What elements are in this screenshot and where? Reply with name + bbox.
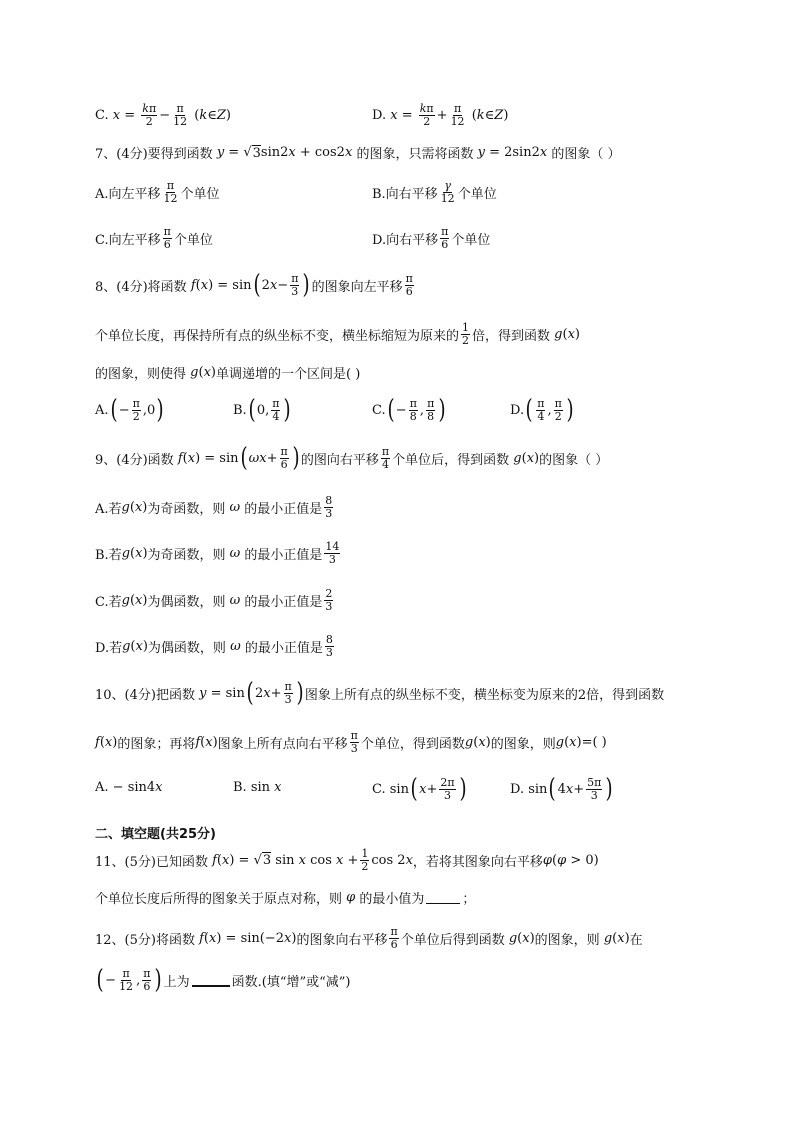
q8-line2: 个单位长度，再保持所有点的纵坐标不变，横坐标缩短为原来的 $\frac{1}{2}$ 倍，得到函数 g ( x ) [95, 321, 580, 347]
q9-option-d: D.若 g ( x ) 为偶函数，则 ω 的最小正值是 $\frac{8}{3}$ [95, 633, 333, 659]
q7-option-a: A.向左平移 $\frac{\pi}{12}$ 个单位 [95, 179, 220, 205]
q12-mid: 的图象向右平移 [296, 932, 388, 948]
q9-option-c-mid: 为偶函数，则 [147, 594, 226, 610]
q8-mid: 的图象向左平移 [311, 279, 403, 295]
q9-suffix: 的图象（ ） [539, 452, 609, 468]
q12-line2-b: 函数.(填“增”或“减”) [231, 974, 351, 990]
section-heading: 二、填空题(共25分) [95, 827, 216, 842]
q9-option-b-pre: B.若 [95, 547, 122, 563]
q12-stem: 12、(5分)将函数 f ( x ) = sin(−2 x ) 的图象向右平移 $\frac{\pi}{6}$ 个单位后得到函数 g ( x ) 的图象，则 g ( x ) 在 [95, 925, 643, 951]
q9-option-a-pre: A.若 [95, 501, 122, 517]
q11-line2-a: 个单位长度后所得的图象关于原点对称，则 [95, 892, 343, 907]
q6-option-d-label: D. [372, 107, 387, 123]
q10-option-b: B. sin x [233, 780, 282, 795]
q11-prefix: 11、(5分)已知函数 [95, 854, 208, 870]
q7-mid: 的图象，只需将函数 [356, 147, 474, 162]
q8-line2-b: 倍，得到函数 [472, 328, 551, 344]
q10-stem: 10、(4分)把函数 y = sin ( 2 x + $\frac{\pi}{3}$ ) 图象上所有点的纵坐标不变，横坐标变为原来的2倍，得到函数 [95, 678, 665, 708]
q8-option-a-label: A. [95, 402, 109, 418]
q7-option-b-post: 个单位 [457, 186, 497, 202]
q12-answer-blank[interactable] [192, 973, 230, 987]
q11-line2-b: 的最小值为 [359, 892, 425, 907]
q10-mid: 图象上所有点的纵坐标不变，横坐标变为原来的2倍，得到函数 [304, 687, 665, 703]
q9-option-a-post: 的最小正值是 [244, 501, 323, 517]
q8-option-d-label: D. [510, 402, 525, 418]
q9-option-c: C.若 g ( x ) 为偶函数，则 ω 的最小正值是 $\frac{2}{3}$ [95, 587, 333, 613]
q10-option-c: C. sin ( x + $\frac{2\pi}{3}$ ) [372, 774, 467, 804]
q8-line3-b: 单调递增的一个区间是( ) [215, 367, 361, 382]
q8-option-d: D. ( $\frac{\pi}{4}$ , $\frac{\pi}{2}$ ) [510, 395, 574, 425]
q12-line2: ( − $\frac{\pi}{12}$ , $\frac{\pi}{6}$ ) 上为 函数.(填“增”或“减”) [96, 965, 351, 995]
q7-option-c-post: 个单位 [173, 232, 213, 248]
q8-line3-a: 的图象，则使得 [95, 367, 187, 382]
q7-option-b: B.向右平移 $\frac{\gamma}{12}$ 个单位 [372, 179, 497, 205]
q10-line2-c: 个单位，得到函数 [360, 736, 465, 752]
q11-line2-c: ； [462, 892, 476, 907]
q8-line3: 的图象，则使得 g ( x ) 单调递增的一个区间是( ) [95, 365, 361, 382]
q9-option-d-post: 的最小正值是 [244, 640, 323, 656]
q7-option-c: C.向左平移 $\frac{\pi}{6}$ 个单位 [95, 225, 213, 251]
q10-prefix: 10、(4分)把函数 [95, 687, 195, 703]
q6-option-c-label: C. [95, 107, 109, 123]
q9-option-a: A.若 g ( x ) 为奇函数，则 ω 的最小正值是 $\frac{8}{3}$ [95, 494, 333, 520]
q12-line2-a: 上为 [163, 974, 190, 990]
q11-line2: 个单位长度后所得的图象关于原点对称，则 φ 的最小值为 ； [95, 890, 476, 907]
q8-option-c-label: C. [372, 402, 386, 418]
q9-option-d-mid: 为偶函数，则 [147, 640, 226, 656]
q7-suffix: 的图象（ ） [551, 147, 621, 162]
q12-prefix: 12、(5分)将函数 [95, 932, 195, 948]
q12-mid2: 个单位后得到函数 [400, 932, 505, 948]
q9-prefix: 9、(4分)函数 [95, 452, 174, 468]
q7-stem: 7、(4分)要得到函数 y = √ 3 sin2 x + cos2 x 的图象，只需将函数 y = 2sin2 x 的图象（ ） [95, 145, 621, 162]
q10-line2-d: 的图象，则 [490, 736, 556, 752]
q7-option-d: D.向右平移 $\frac{\pi}{6}$ 个单位 [372, 225, 491, 251]
q10-line2: f ( x ) 的图象；再将 f ( x ) 图象上所有点向右平移 $\frac{\pi}{3}$ 个单位，得到函数 g ( x ) 的图象，则 g ( x ) =( ) [95, 729, 607, 755]
q9-stem: 9、(4分)函数 f ( x ) = sin ( ωx + $\frac{\pi}{6}$ ) 的图向右平移 $\frac{\pi}{4}$ 个单位后，得到函数 g ( x ) 的图象（ ） [95, 443, 609, 473]
q7-option-d-pre: D.向右平移 [372, 232, 439, 248]
q6-option-c: C. x = $\frac{k\pi}{2}$ − $\frac{\pi}{12}$ ( k ∈ Z ) [95, 102, 231, 128]
q11-mid: ，若将其图象向右平移 [412, 854, 543, 870]
q7-option-a-pre: A.向左平移 [95, 186, 161, 202]
q10-line2-a: 的图象；再将 [117, 736, 196, 752]
q10-option-d: D. sin ( 4 x + $\frac{5\pi}{3}$ ) [510, 774, 613, 804]
q9-mid: 的图向右平移 [300, 452, 379, 468]
q10-option-c-label: C. [372, 781, 386, 797]
q9-option-b: B.若 g ( x ) 为奇函数，则 ω 的最小正值是 $\frac{14}{3}$ [95, 540, 340, 566]
q7-prefix: 7、(4分)要得到函数 [95, 147, 213, 162]
q8-option-a: A. ( − $\frac{\pi}{2}$ ,0 ) [95, 395, 164, 425]
q6-option-d: D. x = $\frac{k\pi}{2}$ + $\frac{\pi}{12}$ ( k ∈ Z ) [372, 102, 509, 128]
q8-prefix: 8、(4分)将函数 [95, 279, 187, 295]
q7-option-b-pre: B.向右平移 [372, 186, 438, 202]
q8-option-c: C. ( − $\frac{\pi}{8}$ , $\frac{\pi}{8}$ ) [372, 395, 446, 425]
q10-option-a: A. − sin4 x [95, 780, 163, 795]
q9-option-c-pre: C.若 [95, 594, 122, 610]
q10-line2-e: =( ) [581, 734, 607, 750]
q9-option-b-post: 的最小正值是 [244, 547, 323, 563]
q10-option-d-label: D. [510, 781, 525, 797]
q9-option-c-post: 的最小正值是 [244, 594, 323, 610]
q7-option-a-post: 个单位 [180, 186, 220, 202]
q7-option-d-post: 个单位 [451, 232, 491, 248]
q9-mid2: 个单位后，得到函数 [392, 452, 510, 468]
q10-option-a-label: A. [95, 780, 109, 795]
q9-option-a-mid: 为奇函数，则 [147, 501, 226, 517]
q9-option-b-mid: 为奇函数，则 [147, 547, 226, 563]
q8-option-b-label: B. [233, 402, 247, 418]
q7-option-c-pre: C.向左平移 [95, 232, 161, 248]
q10-option-b-label: B. [233, 780, 247, 795]
q12-suffix: 在 [629, 932, 643, 948]
q11-answer-blank[interactable] [426, 891, 460, 904]
q12-mid3: 的图象，则 [534, 932, 600, 948]
q9-option-d-pre: D.若 [95, 640, 123, 656]
q8-option-b: B. ( 0, $\frac{\pi}{4}$ ) [233, 395, 292, 425]
q8-stem: 8、(4分)将函数 f ( x ) = sin ( 2 x − $\frac{\pi}{3}$ ) 的图象向左平移 $\frac{\pi}{6}$ [95, 270, 413, 300]
q10-line2-b: 图象上所有点向右平移 [217, 736, 348, 752]
q8-line2-a: 个单位长度，再保持所有点的纵坐标不变，横坐标缩短为原来的 [95, 328, 460, 344]
q11-stem: 11、(5分)已知函数 f ( x ) = √ 3 sin x cos x + $\frac{1}{2}$ cos 2 x ，若将其图象向右平移 φ ( φ > 0) [95, 847, 599, 873]
